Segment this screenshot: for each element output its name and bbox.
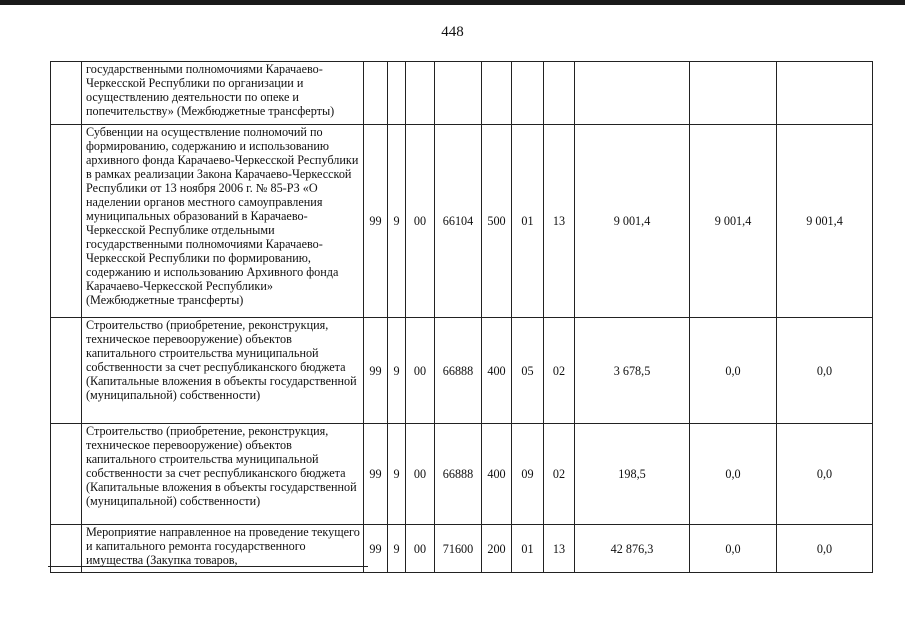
table-row [51, 62, 873, 125]
amount-cell: 0,0 [690, 424, 777, 525]
code-cell: 05 [512, 318, 544, 424]
code-cell: 09 [512, 424, 544, 525]
code-cell: 200 [482, 525, 512, 573]
table-row [51, 125, 873, 318]
row-index-cell [51, 424, 82, 525]
scan-top-border [0, 0, 905, 5]
row-description: Строительство (приобретение, реконструкция, техническое перевооружение) объектов капитального строительства муниципальной собственности за счет республиканского бюджета (Капитальные вложения в объекты государственной (муниципальной) собственности) [82, 424, 364, 525]
code-cell: 71600 [435, 525, 482, 573]
code-cell: 66888 [435, 318, 482, 424]
amount-cell: 0,0 [777, 424, 873, 525]
amount-cell: 9 001,4 [575, 125, 690, 318]
row-index-cell [51, 62, 82, 125]
code-cell: 400 [482, 318, 512, 424]
code-cell: 02 [544, 424, 575, 525]
code-cell: 01 [512, 125, 544, 318]
amount-cell: 9 001,4 [777, 125, 873, 318]
row-index-cell [51, 318, 82, 424]
amount-cell: 0,0 [777, 525, 873, 573]
code-cell: 9 [388, 424, 406, 525]
code-cell [388, 62, 406, 125]
code-cell [406, 62, 435, 125]
table-row [51, 318, 873, 424]
amount-cell [777, 62, 873, 125]
amount-cell: 0,0 [777, 318, 873, 424]
row-index-cell [51, 125, 82, 318]
amount-cell: 0,0 [690, 525, 777, 573]
code-cell [544, 62, 575, 125]
code-cell [482, 62, 512, 125]
code-cell: 01 [512, 525, 544, 573]
code-cell: 99 [364, 525, 388, 573]
code-cell: 02 [544, 318, 575, 424]
amount-cell: 9 001,4 [690, 125, 777, 318]
code-cell: 9 [388, 125, 406, 318]
code-cell: 500 [482, 125, 512, 318]
code-cell: 00 [406, 318, 435, 424]
row-description: Субвенции на осуществление полномочий по формированию, содержанию и использованию архивного фонда Карачаево-Черкесской Республики в рамках реализации Закона Карачаево-Черкесской Республики от 13 ноября 2006 г. № 85-РЗ «О наделении органов местного самоуправления муниципальных образований в Карачаево-Черкесской Республике отдельными государственными полномочиями Карачаево-Черкесской Республики по формированию, содержанию и использованию Архивного фонда Карачаево-Черкесской Республики» (Межбюджетные трансферты) [82, 125, 364, 318]
amount-cell: 3 678,5 [575, 318, 690, 424]
code-cell: 9 [388, 525, 406, 573]
code-cell: 66104 [435, 125, 482, 318]
row-description: Мероприятие направленное на проведение текущего и капитального ремонта государственного имущества (Закупка товаров, [82, 525, 364, 573]
code-cell [435, 62, 482, 125]
code-cell: 13 [544, 125, 575, 318]
code-cell: 9 [388, 318, 406, 424]
table-bottom-edge [48, 566, 368, 567]
code-cell: 13 [544, 525, 575, 573]
amount-cell: 198,5 [575, 424, 690, 525]
row-description: государственными полномочиями Карачаево-Черкесской Республики по организации и осуществлению деятельности по опеке и попечительству» (Межбюджетные трансферты) [82, 62, 364, 125]
row-description: Строительство (приобретение, реконструкция, техническое перевооружение) объектов капитального строительства муниципальной собственности за счет республиканского бюджета (Капитальные вложения в объекты государственной (муниципальной) собственности) [82, 318, 364, 424]
amount-cell: 42 876,3 [575, 525, 690, 573]
amount-cell [690, 62, 777, 125]
code-cell: 00 [406, 525, 435, 573]
amount-cell [575, 62, 690, 125]
code-cell: 66888 [435, 424, 482, 525]
code-cell: 00 [406, 424, 435, 525]
code-cell [364, 62, 388, 125]
code-cell [512, 62, 544, 125]
budget-table [50, 61, 873, 573]
code-cell: 99 [364, 125, 388, 318]
amount-cell: 0,0 [690, 318, 777, 424]
page-number: 448 [441, 24, 464, 40]
code-cell: 99 [364, 424, 388, 525]
table-row [51, 424, 873, 525]
code-cell: 400 [482, 424, 512, 525]
code-cell: 99 [364, 318, 388, 424]
code-cell: 00 [406, 125, 435, 318]
